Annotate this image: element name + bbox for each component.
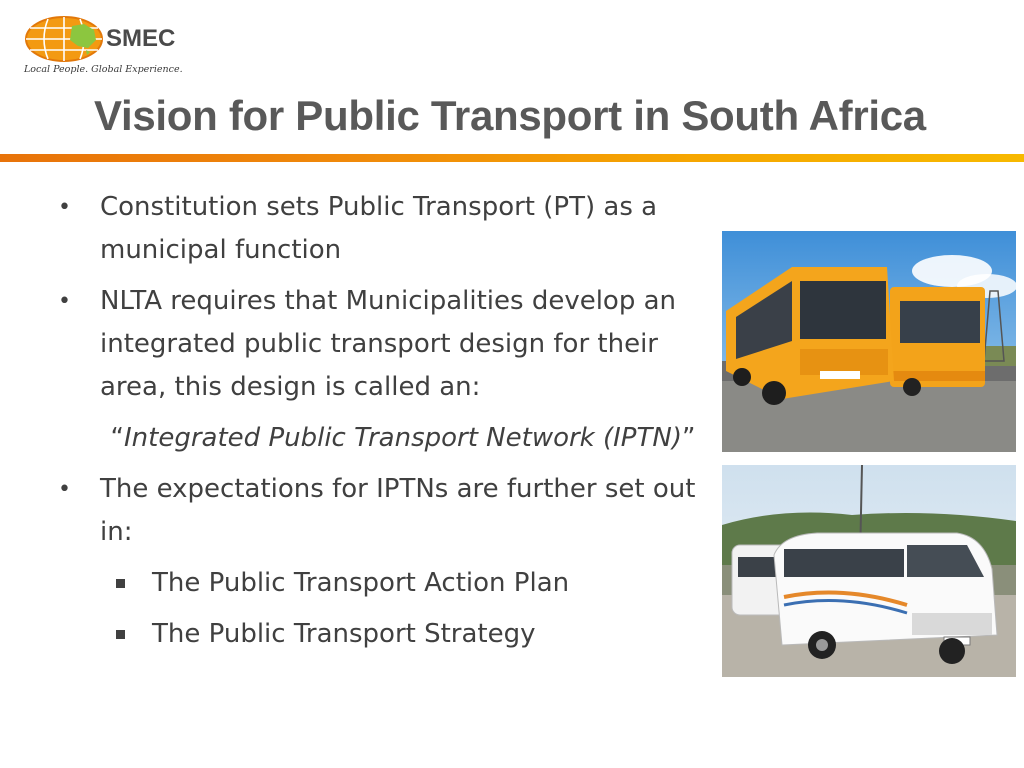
bullet-item (56, 468, 716, 554)
bullet-text: The expectations for IPTNs are further set out in: (100, 474, 696, 547)
sub-bullet-text: The Public Transport Strategy (152, 619, 536, 649)
slide-title: Vision for Public Transport in South Africa (94, 92, 926, 139)
globe-logo-icon (24, 14, 104, 64)
yellow-buses-photo (722, 231, 1016, 452)
square-bullet-icon (116, 579, 125, 588)
slide-body (56, 186, 716, 664)
logo-tagline: Local People. Global Experience. (24, 64, 183, 75)
sub-bullet-item (56, 613, 716, 656)
bullet-icon: • (58, 195, 71, 220)
white-minibus-taxis-photo (722, 465, 1016, 677)
quote-open: “ (110, 423, 125, 453)
bullet-icon: • (58, 289, 71, 314)
quote-close: ” (681, 423, 696, 453)
bullet-item (56, 280, 716, 409)
bullet-icon: • (58, 477, 71, 502)
sub-bullet-item (56, 562, 716, 605)
square-bullet-icon (116, 630, 125, 639)
sub-bullet-text: The Public Transport Action Plan (152, 568, 570, 598)
title-divider (0, 154, 1024, 162)
bullet-item (56, 186, 716, 272)
smec-logo (22, 12, 192, 78)
quote-text: Integrated Public Transport Network (IPTN) (124, 423, 682, 453)
bullet-text: Constitution sets Public Transport (PT) as a municipal function (100, 192, 658, 265)
logo-wordmark: SMEC (106, 25, 176, 52)
bullet-text: NLTA requires that Municipalities develop an integrated public transport design for their area, this design is called an: (100, 286, 677, 402)
iptn-quote (100, 417, 716, 460)
